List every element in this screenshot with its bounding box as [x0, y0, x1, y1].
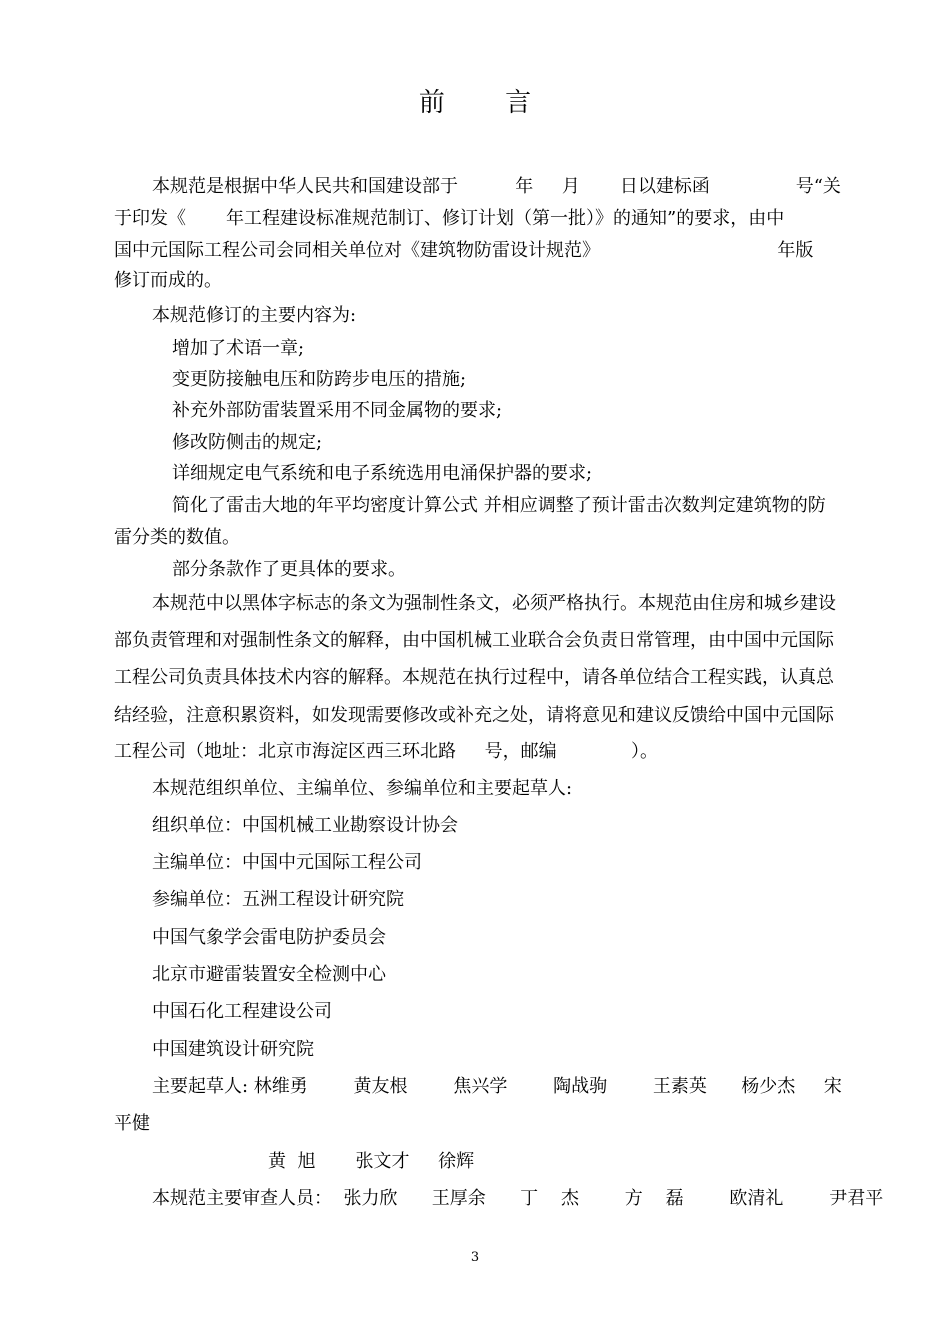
text-line: 本规范是根据中华人民共和国建设部于 年 月 日以建标函 号“关 [152, 176, 841, 197]
text-line: 本规范主要审查人员： 张力欣 王厚余 丁 杰 方 磊 欧清礼 尹君平 [152, 1188, 884, 1209]
text-line: 工程公司负责具体技术内容的解释。本规范在执行过程中，请各单位结合工程实践，认真总 [114, 667, 834, 688]
text-line: 北京市避雷装置安全检测中心 [152, 964, 386, 985]
text-line: 雷分类的数值。 [114, 527, 240, 548]
text-line: 黄 旭 张文才 徐辉 [268, 1151, 475, 1172]
page-title: 前 言 [418, 88, 558, 118]
text-line: 中国石化工程建设公司 [152, 1001, 332, 1022]
text-line: 组织单位：中国机械工业勘察设计协会 [152, 815, 458, 836]
text-line: 中国建筑设计研究院 [152, 1039, 314, 1060]
text-line: 本规范修订的主要内容为: [152, 305, 357, 326]
text-line: 结经验，注意积累资料，如发现需要修改或补充之处，请将意见和建议反馈给中国中元国际 [114, 705, 834, 726]
page-number: 3 [470, 1250, 480, 1265]
text-line: 补充外部防雷装置采用不同金属物的要求; [172, 400, 503, 421]
text-line: 本规范中以黑体字标志的条文为强制性条文，必须严格执行。本规范由住房和城乡建设 [152, 593, 836, 614]
text-line: 工程公司（地址：北京市海淀区西三环北路 号，邮编 ）。 [114, 741, 658, 762]
text-line: 部负责管理和对强制性条文的解释，由中国机械工业联合会负责日常管理，由中国中元国际 [114, 630, 834, 651]
text-line: 增加了术语一章; [172, 338, 305, 359]
text-line: 本规范组织单位、主编单位、参编单位和主要起草人: [152, 778, 573, 799]
text-line: 国中元国际工程公司会同相关单位对《建筑物防雷设计规范》 年版 [114, 240, 814, 261]
text-line: 于印发《 年工程建设标准规范制订、修订计划（第一批）》的通知”的要求，由中 [114, 208, 785, 229]
text-line: 部分条款作了更具体的要求。 [172, 559, 406, 580]
text-line: 平健 [114, 1113, 150, 1134]
text-line: 详细规定电气系统和电子系统选用电涌保护器的要求; [172, 463, 593, 484]
text-line: 简化了雷击大地的年平均密度计算公式 并相应调整了预计雷击次数判定建筑物的防 [172, 495, 826, 516]
text-line: 变更防接触电压和防跨步电压的措施; [172, 369, 467, 390]
text-line: 主要起草人: 林维勇 黄友根 焦兴学 陶战驹 王素英 杨少杰 宋 [152, 1076, 842, 1097]
text-line: 中国气象学会雷电防护委员会 [152, 927, 386, 948]
text-line: 参编单位：五洲工程设计研究院 [152, 889, 404, 910]
text-line: 修改防侧击的规定; [172, 432, 323, 453]
text-line: 主编单位：中国中元国际工程公司 [152, 852, 422, 873]
text-line: 修订而成的。 [114, 270, 222, 291]
